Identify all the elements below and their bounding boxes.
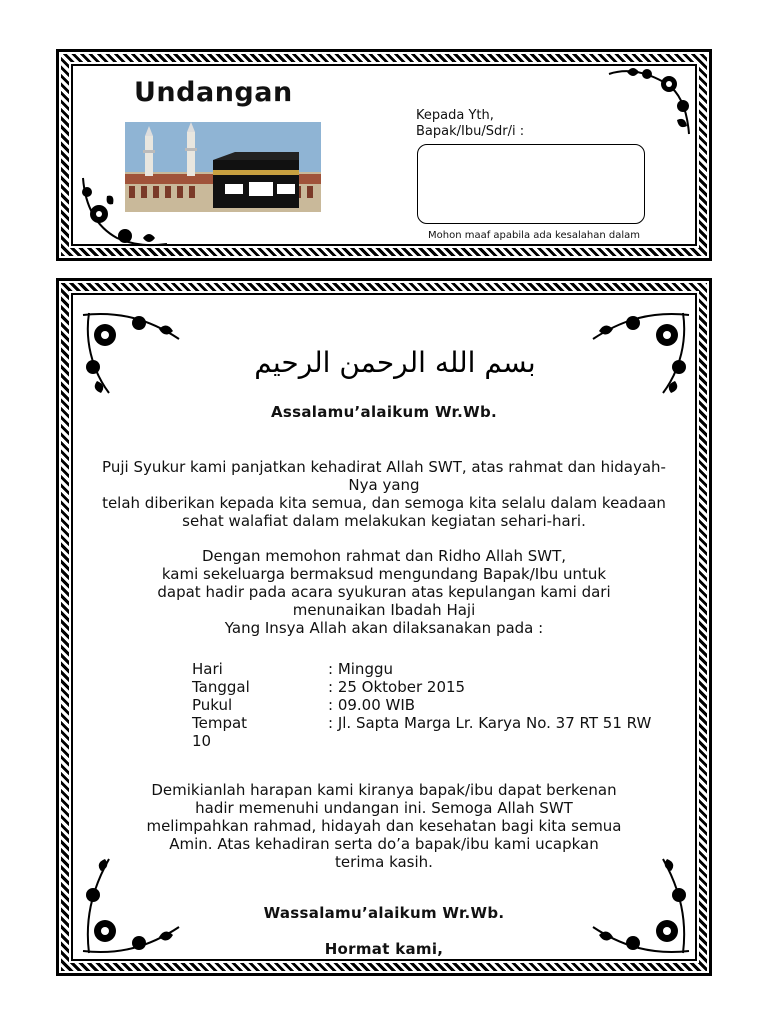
- paragraph-thanksgiving: Puji Syukur kami panjatkan kehadirat Allah SWT, atas rahmat dan hidayah- Nya yang telah diberikan kepada kita semua, dan semoga kita selalu dalam keadaan sehat walafiat dalam melakukan kegiatan sehari-hari.: [102, 458, 666, 530]
- detail-row-date: Tanggal : 25 Oktober 2015: [192, 678, 466, 696]
- floral-corner-icon: [587, 851, 693, 957]
- bismillah-calligraphy-icon: [254, 336, 536, 391]
- floral-corner-icon: [77, 174, 169, 250]
- closing-salam: Wassalamu’alaikum Wr.Wb.: [263, 904, 505, 922]
- envelope-card: [56, 49, 712, 261]
- detail-row-day: Hari : Minggu: [192, 660, 393, 678]
- event-details: [192, 660, 710, 750]
- paragraph-invitation: Dengan memohon rahmat dan Ridho Allah SWT, kami sekeluarga bermaksud mengundang Bapak/Ibu untuk dapat hadir pada acara syukuran atas kepulangan kami dari menunaikan Ibadah Haji Yang Insya Allah akan dilaksanakan pada :: [157, 547, 611, 637]
- opening-salam: Assalamu’alaikum Wr.Wb.: [270, 403, 497, 421]
- apology-note: Mohon maaf apabila ada kesalahan dalam: [428, 230, 640, 241]
- kaaba-illustration-icon: [125, 122, 321, 212]
- invitation-letter: [56, 278, 712, 976]
- detail-row-place: Tempat : Jl. Sapta Marga Lr. Karya No. 37 RT 51 RW: [192, 714, 652, 732]
- invitation-title: Undangan: [134, 77, 293, 108]
- address-box: [417, 144, 645, 224]
- paragraph-closing: Demikianlah harapan kami kiranya bapak/ibu dapat berkenan hadir memenuhi undangan ini. Semoga Allah SWT melimpahkan rahmad, hidayah dan kesehatan bagi kita semua Amin. Atas kehadiran serta do’a bapak/ibu kami ucapkan terima kasih.: [146, 781, 622, 871]
- detail-row-place-cont: 10: [192, 732, 212, 750]
- detail-row-time: Pukul : 09.00 WIB: [192, 696, 416, 714]
- floral-corner-icon: [79, 851, 185, 957]
- floral-corner-icon: [607, 64, 693, 138]
- floral-corner-icon: [587, 309, 693, 395]
- recipient-label: Kepada Yth, Bapak/Ibu/Sdr/i :: [416, 108, 525, 139]
- svg-text:بسم الله الرحمن الرحيم: بسم الله الرحمن الرحيم: [254, 346, 536, 379]
- floral-corner-icon: [79, 309, 185, 395]
- signoff: Hormat kami,: [324, 940, 444, 958]
